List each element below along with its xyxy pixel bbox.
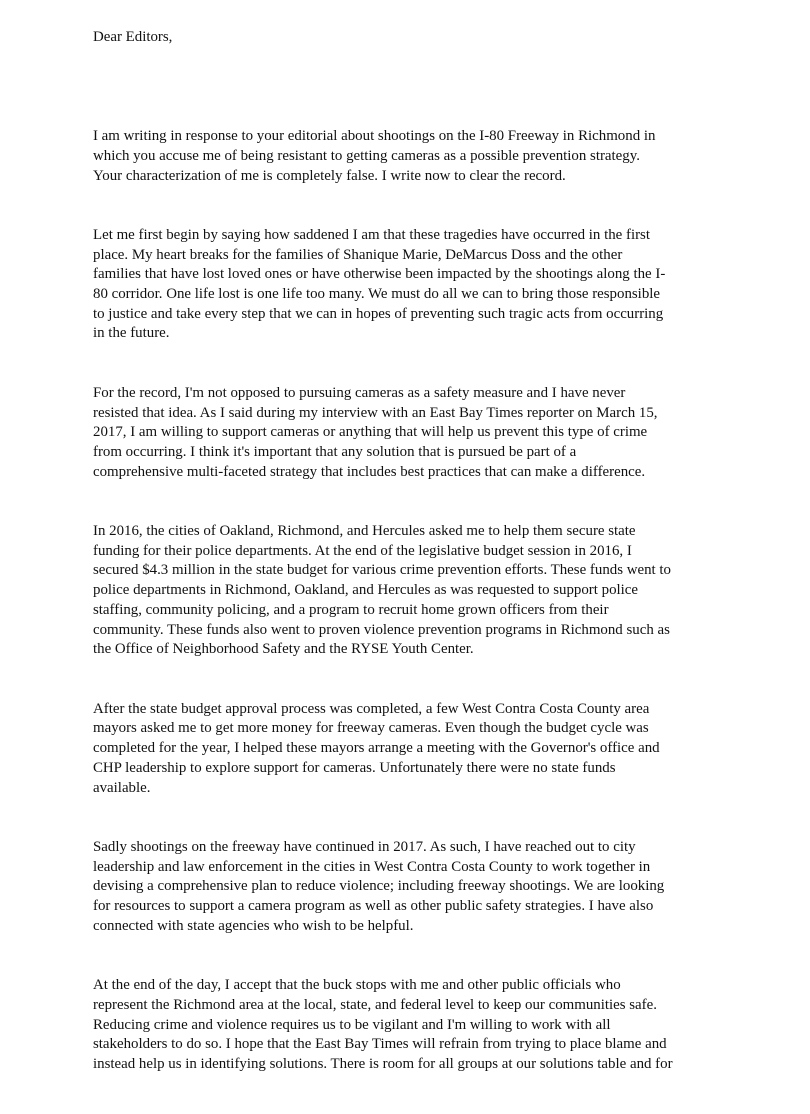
paragraph-2017-shootings: Sadly shootings on the freeway have continued in 2017. As such, I have reached out to city leadership and law enforcement in the cities in West Contra Costa County to work together in devising a comprehensive plan to reduce violence; including freeway shootings. We are looking for resources to support a camera program as well as other public safety strategies. I have also connected with state agencies who wish to be helpful. <box>93 838 665 934</box>
paragraph-2016-funding: In 2016, the cities of Oakland, Richmond, and Hercules asked me to help them secure state funding for their police departments. At the end of the legislative budget session in 2016, I secured $4.3 million in the state budget for various crime prevention efforts. These funds went to police departments in Richmond, Oakland, and Hercules as was requested to support police staffing, community policing, and a program to recruit home grown officers from their community. These funds also went to proven violence prevention programs in Richmond such as the Office of Neighborhood Safety and the RYSE Youth Center. <box>93 523 671 658</box>
paragraph-cameras-position: For the record, I'm not opposed to pursuing cameras as a safety measure and I have never resisted that idea. As I said during my interview with an East Bay Times reporter on March 15, 2017, I am willing to support cameras or anything that will help us prevent this type of crime from occurring. I think it's important that any solution that is pursued be part of a comprehensive multi-faceted strategy that includes best practices that can make a difference. <box>93 384 658 480</box>
letter-body <box>93 8 705 1114</box>
salutation: Dear Editors, <box>93 28 173 45</box>
paragraph-accountability: At the end of the day, I accept that the buck stops with me and other public officials who represent the Richmond area at the local, state, and federal level to keep our communities safe. Reducing crime and violence requires us to be vigilant and I'm willing to work with all stakeholders to do so. I hope that the East Bay Times will refrain from trying to place blame and instead help us in identifying solutions. There is room for all groups at our solutions table and for <box>93 977 673 1072</box>
paragraph-condolences: Let me first begin by saying how saddened I am that these tragedies have occurred in the first place. My heart breaks for the families of Shanique Marie, DeMarcus Doss and the other families that have lost loved ones or have otherwise been impacted by the shootings along the I- 80 corridor. One life lost is one life too many. We must do all we can to bring those responsible to justice and take every step that we can in hopes of preventing such tragic acts from occurring in the future. <box>93 226 666 342</box>
paragraph-freeway-cameras-request: After the state budget approval process was completed, a few West Contra Costa County area mayors asked me to get more money for freeway cameras. Even though the budget cycle was completed for the year, I helped these mayors arrange a meeting with the Governor's office and CHP leadership to explore support for cameras. Unfortunately there were no state funds available. <box>93 700 660 796</box>
paragraph-response: I am writing in response to your editorial about shootings on the I-80 Freeway in Richmond in which you accuse me of being resistant to getting cameras as a possible prevention strategy. Your characterization of me is completely false. I write now to clear the record. <box>93 128 656 184</box>
